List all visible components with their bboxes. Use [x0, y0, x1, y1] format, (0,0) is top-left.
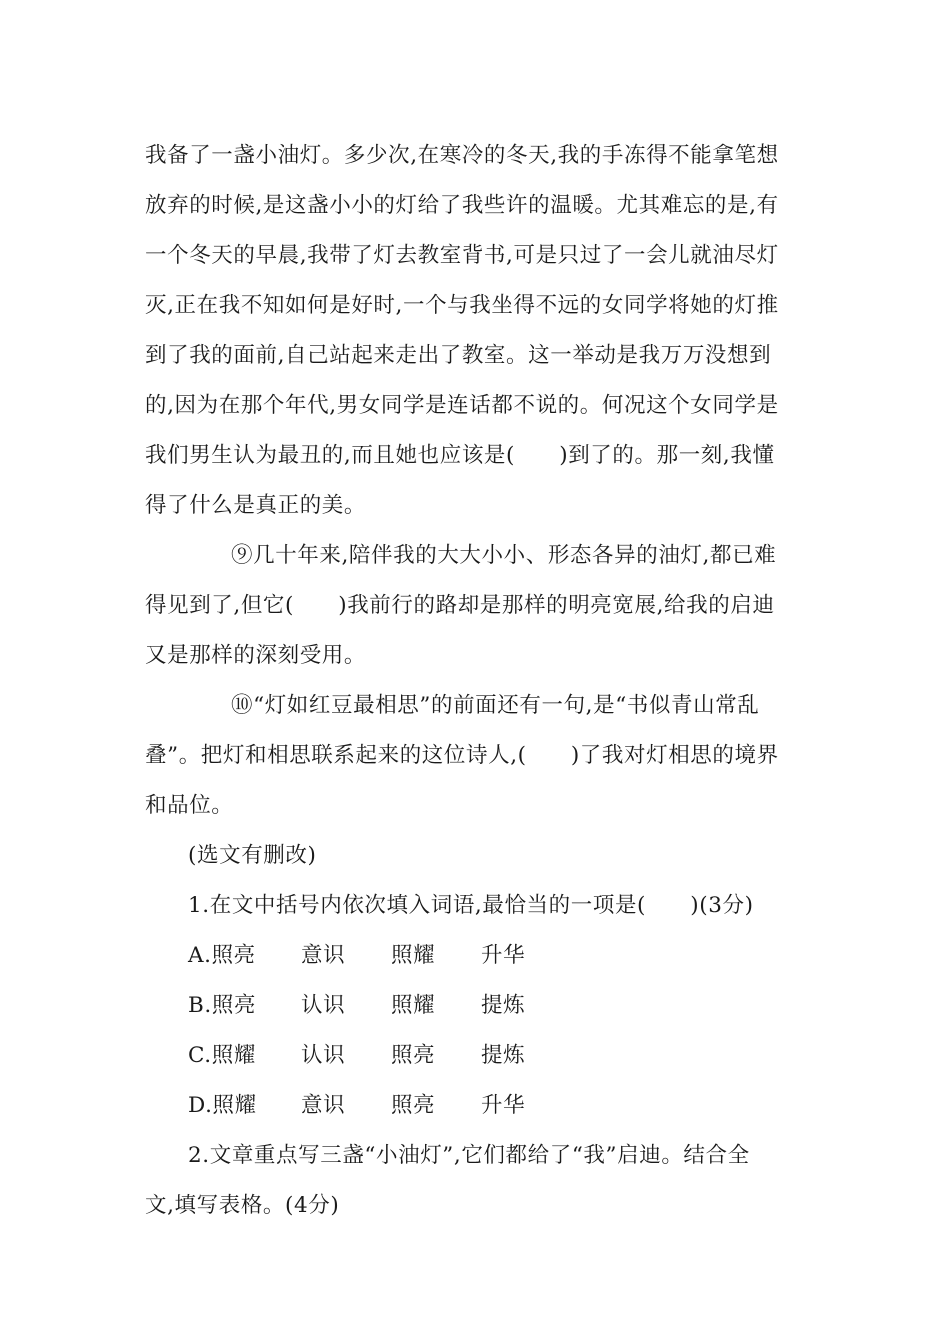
- option-word: 认识: [301, 993, 346, 1018]
- text-line: 得了什么是真正的美。: [145, 493, 367, 518]
- option-word: 照亮: [211, 993, 257, 1018]
- option-word: 升华: [481, 943, 526, 968]
- option-word: 提炼: [481, 993, 526, 1018]
- text-line: 叠”。把灯和相思联系起来的这位诗人,( )了我对灯相思的境界: [145, 743, 779, 768]
- question-stem: 文,填写表格。(4分): [145, 1193, 340, 1218]
- option-word: 意识: [301, 1093, 346, 1118]
- option-word: 照亮: [391, 1093, 436, 1118]
- paragraph-8: [145, 131, 810, 531]
- text-line: 一个冬天的早晨,我带了灯去教室背书,可是只过了一会儿就油尽灯: [145, 243, 779, 268]
- question-1: [145, 881, 810, 1131]
- option-word: 照耀: [391, 943, 436, 968]
- option-word: 意识: [301, 943, 346, 968]
- option-word: 照亮: [211, 943, 256, 968]
- option-word: 升华: [481, 1093, 526, 1118]
- text-line: 得见到了,但它( )我前行的路却是那样的明亮宽展,给我的启迪: [145, 593, 775, 618]
- text-line: 又是那样的深刻受用。: [145, 643, 367, 668]
- option-word: 认识: [301, 1043, 346, 1068]
- option-word: 照耀: [391, 993, 436, 1018]
- text-line: 我备了一盏小油灯。多少次,在寒冷的冬天,我的手冻得不能拿笔想: [145, 143, 779, 168]
- option-d: [145, 1081, 810, 1131]
- option-c: [145, 1031, 810, 1081]
- option-word: 照耀: [212, 1093, 257, 1118]
- text-line: 和品位。: [145, 793, 234, 818]
- document-page: [145, 131, 810, 1231]
- paragraph-9: [145, 531, 810, 681]
- option-label: B.: [188, 993, 212, 1018]
- question-2: [145, 1131, 810, 1231]
- text-line: 到了我的面前,自己站起来走出了教室。这一举动是我万万没想到: [145, 343, 772, 368]
- question-stem: 1.在文中括号内依次填入词语,最恰当的一项是( )(3分): [188, 893, 754, 918]
- option-label: A.: [188, 943, 212, 968]
- option-label: D.: [188, 1093, 213, 1118]
- text-line: 放弃的时候,是这盏小小的灯给了我些许的温暖。尤其难忘的是,有: [145, 193, 779, 218]
- option-b: [145, 981, 810, 1031]
- option-a: [145, 931, 810, 981]
- text-line: ⑨几十年来,陪伴我的大大小小、形态各异的油灯,都已难: [231, 543, 777, 568]
- paragraph-10: [145, 681, 810, 831]
- option-word: 照亮: [391, 1043, 436, 1068]
- text-line: 我们男生认为最丑的,而且她也应该是( )到了的。那一刻,我懂: [145, 443, 775, 468]
- option-word: 照耀: [211, 1043, 256, 1068]
- source-note: (选文有删改): [188, 843, 317, 868]
- text-line: 灭,正在我不知如何是好时,一个与我坐得不远的女同学将她的灯推: [145, 293, 779, 318]
- text-line: 的,因为在那个年代,男女同学是连话都不说的。何况这个女同学是: [145, 393, 779, 418]
- question-stem: 2.文章重点写三盏“小油灯”,它们都给了“我”启迪。结合全: [188, 1143, 750, 1168]
- option-label: C.: [188, 1043, 212, 1068]
- text-line: ⑩“灯如红豆最相思”的前面还有一句,是“书似青山常乱: [231, 693, 760, 718]
- option-word: 提炼: [481, 1043, 526, 1068]
